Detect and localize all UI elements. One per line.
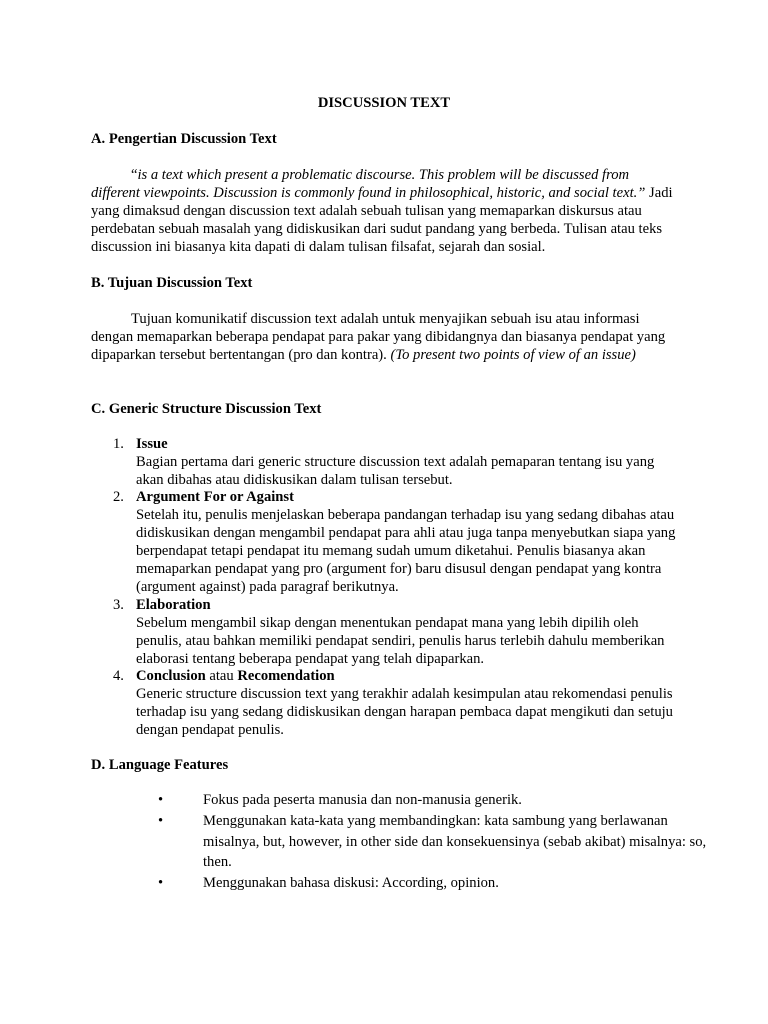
close-quote: ”	[637, 185, 646, 201]
list-item-title: Elaboration	[136, 597, 211, 613]
bullet-icon: •	[158, 875, 164, 891]
bullet-item	[158, 811, 718, 873]
section-b-text: Tujuan komunikatif discussion text adalah untuk menyajikan sebuah isu atau informasi dengan memaparkan beberapa pendapat para pakar yang dibidangnya dan biasanya pendapat yang dipaparkan tersebut bertentangan (pro dan kontra).	[91, 311, 666, 363]
document-title: DISCUSSION TEXT	[317, 95, 451, 111]
list-item-connector: atau	[205, 668, 238, 684]
list-item-title: Issue	[136, 436, 168, 452]
list-item-conclusion	[113, 667, 683, 739]
bullet-item	[158, 790, 718, 811]
section-b-heading: B. Tujuan Discussion Text	[91, 275, 253, 291]
bullet-text: Menggunakan bahasa diskusi: According, opinion.	[203, 875, 499, 891]
bullet-text: Fokus pada peserta manusia dan non-manusia generik.	[203, 792, 522, 808]
list-item-title-2: Recomendation	[237, 668, 335, 684]
section-d-heading: D. Language Features	[91, 757, 229, 773]
list-number: 4.	[113, 668, 124, 684]
section-b-paragraph	[91, 310, 681, 364]
list-item-argument	[113, 488, 683, 596]
section-c-heading: C. Generic Structure Discussion Text	[91, 401, 322, 417]
bullet-icon: •	[158, 792, 164, 808]
list-item-title: Argument For or Against	[136, 489, 294, 505]
list-item-elaboration	[113, 596, 683, 668]
bullet-text: Menggunakan kata-kata yang membandingkan: kata sambung yang berlawanan misalnya, but, however, in other side dan konsekuensinya (sebab akibat) misalnya: so, then.	[203, 813, 707, 870]
list-item-desc: Bagian pertama dari generic structure discussion text adalah pemaparan tentang isu yang akan dibahas atau didiskusikan dalam tulisan tersebut.	[136, 454, 655, 488]
list-item-title: Conclusion	[136, 668, 206, 684]
bullet-item	[158, 873, 718, 894]
list-item-desc: Setelah itu, penulis menjelaskan beberapa pandangan terhadap isu yang sedang dibahas atau didiskusikan dengan mengambil pendapat para ahli atau juga tanpa menyebutkan siapa yang berpendapat tetapi pendapat itu memang sudah umum diketahui. Penulis biasanya akan memaparkan pendapat yang pro (argument for) baru disusul dengan pendapat yang kontra (argument against) pada paragraf berikutnya.	[136, 507, 676, 595]
list-number: 1.	[113, 436, 124, 452]
section-a-paragraph	[91, 166, 681, 256]
bullet-icon: •	[158, 813, 164, 829]
section-a-heading: A. Pengertian Discussion Text	[91, 131, 277, 147]
open-quote: “	[131, 167, 138, 183]
list-item-issue	[113, 435, 683, 489]
list-number: 2.	[113, 489, 124, 505]
section-b-italic: (To present two points of view of an issue)	[390, 347, 636, 363]
section-a-text: Jadi yang dimaksud dengan discussion text adalah sebuah tulisan yang memaparkan diskursus atau perdebatan sebuah masalah yang didiskusikan dari sudut pandang yang berbeda. Tulisan atau teks discussion ini biasanya kita dapati di dalam tulisan filsafat, sejarah dan sosial.	[91, 185, 673, 255]
definition-quote: is a text which present a problematic discourse. This problem will be discussed from different viewpoints. Discussion is commonly found in philosophical, historic, and social text.	[91, 167, 638, 201]
list-item-desc: Generic structure discussion text yang terakhir adalah kesimpulan atau rekomendasi penulis terhadap isu yang sedang didiskusikan dengan harapan pembaca dapat mengikuti dan setuju dengan pendapat penulis.	[136, 686, 673, 738]
list-item-desc: Sebelum mengambil sikap dengan menentukan pendapat mana yang lebih dipilih oleh penulis, atau bahkan memiliki pendapat sendiri, penulis harus terlebih dahulu memberikan elaborasi tentang beberapa pendapat yang telah dipaparkan.	[136, 615, 665, 667]
list-number: 3.	[113, 597, 124, 613]
